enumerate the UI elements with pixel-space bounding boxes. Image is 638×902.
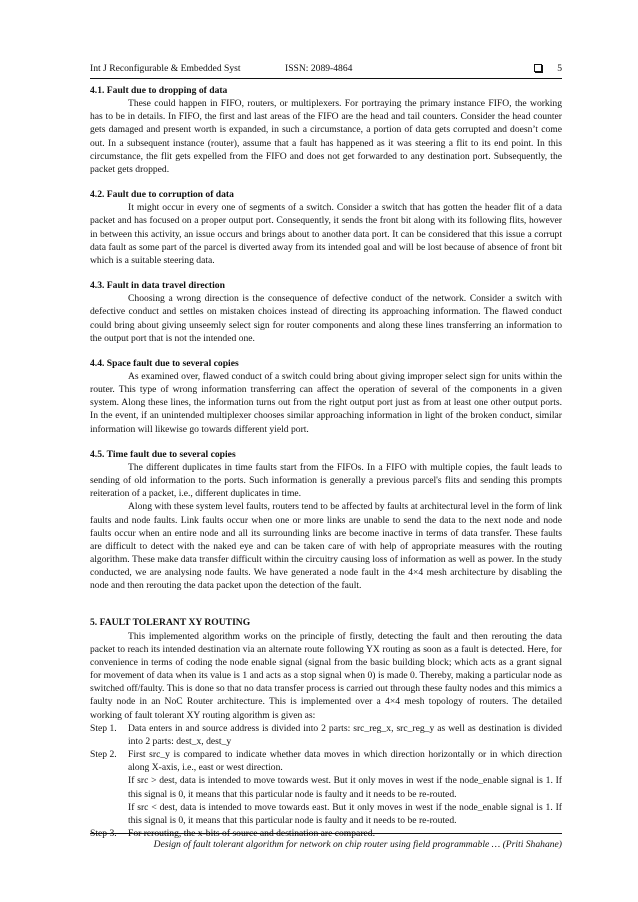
footer-divider — [90, 833, 562, 834]
section-heading-4-3: 4.3. Fault in data travel direction — [90, 280, 225, 292]
paragraph: Along with these system level faults, routers tend to be affected by faults at architectural level in the form of link faults and node faults. Link faults occur when one or more links are unable to send the data to the next node and node faults occur when an entire node and all its surrounding links are become inactive in terms of data transfer. These faults are difficult to detect with the naked eye and can be taken care of with help of appropriate measures with the routing algorithm. These make data transfer difficult within the circuitry causing loss of information as well as power. In the study conducted, we are analysing node faults. We have generated a node fault in the 4×4 mesh architecture by disabling the node and then rerouting the data packet upon the detection of the fault. — [90, 501, 562, 592]
section-heading-4-2: 4.2. Fault due to corruption of data — [90, 189, 234, 201]
section-heading-4-1: 4.1. Fault due to dropping of data — [90, 85, 228, 96]
article-body — [90, 84, 562, 840]
checkbox-square-icon — [534, 64, 542, 72]
paragraph: This implemented algorithm works on the principle of firstly, detecting the fault and then rerouting the data packet to reach its intended destination via an alternate route following YX routing as soon as a fault is detected. Here, for convenience in terms of coding the node enable signal (signal from the basic building block; which acts as a grant signal for movement of data when its value is 1 and acts as a stop signal when 0) is made 0. Thereby, making a particular node as switched off/faulty. This is done so that no data transfer process is carried out through these faulty nodes and this mimics a faulty node in an NoC Router architecture. This is implemented over a 4×4 mesh topology of routers. The detailed working of fault tolerant XY routing algorithm is given as: — [90, 630, 562, 721]
section-heading-5: 5. FAULT TOLERANT XY ROUTING — [90, 617, 251, 629]
step-2-case-west: If src > dest, data is intended to move towards west. But it only moves in west if the node_enable signal is 1. If this signal is 0, it means that this particular node is faulty and it needs to be re-routed. — [128, 775, 562, 800]
algorithm-step-1 — [90, 722, 562, 748]
header-divider — [90, 78, 562, 79]
paragraph: The different duplicates in time faults start from the FIFOs. In a FIFO with multiple copies, the fault leads to sending of old information to the ports. Such information is generally a previous parcel's flits and sending this prompts reiteration of a packet, i.e., different duplicates in time. — [90, 461, 562, 500]
running-footer-citation: Design of fault tolerant algorithm for network on chip router using field programmable … (Priti Shahane) — [153, 839, 562, 850]
algorithm-step-2 — [90, 748, 562, 774]
step-label: Step 3. — [90, 827, 117, 839]
page-number: 5 — [557, 63, 562, 74]
paragraph: Choosing a wrong direction is the consequence of defective conduct of the network. Consider a switch with defective conduct and settles on mistaken choices instead of directing its approaching information. The flawed conduct could bring about giving unseemly select sign for router components and along these lines transferring an information to the output port that is not the intended one. — [90, 293, 562, 344]
paragraph: These could happen in FIFO, routers, or multiplexers. For portraying the primary instance FIFO, the working has to be in details. In FIFO, the first and last areas of the FIFO are the head and tail counters. Consider the head counter gets damaged and present worth is expanded, in such a circumstance, a portion of data gets corrupted and doesn’t come out. In a subsequent instance (router), assume that a fault has happened as it was steering a flit to its end point. In this circumstance, the flit gets expelled from the FIFO and does not get forwarded to any destination port. Subsequently, the packet gets dropped. — [90, 98, 562, 175]
issn-label: ISSN: 2089-4864 — [285, 63, 353, 74]
section-heading-4-5: 4.5. Time fault due to several copies — [90, 448, 236, 460]
step-2-case-east: If src < dest, data is intended to move towards east. But it only moves in west if the node_enable signal is 1. If this signal is 0, it means that this particular node is faulty and it needs to be re-routed. — [128, 801, 562, 826]
step-text: First src_y is compared to indicate whether data moves in which direction horizontally or in which direction along X-axis, i.e., east or west direction. — [128, 749, 562, 774]
step-text: For rerouting, the x-bits of source and destination are compared. — [128, 827, 375, 839]
journal-name: Int J Reconfigurable & Embedded Syst — [90, 63, 241, 74]
section-heading-4-4: 4.4. Space fault due to several copies — [90, 357, 239, 369]
step-label: Step 2. — [90, 749, 117, 761]
step-label: Step 1. — [90, 722, 117, 734]
paragraph: It might occur in every one of segments of a switch. Consider a switch that has gotten the header flit of a data packet and has focused on a proper output port. Consequently, it sends the front bit along with its following flits, however in between this activity, an issue occurs and brings about to another data port. It can be considered that this issue a corrupt data fault as some part of the parcel is diverted away from its intended goal and will be lost because of absence of front bit which is a suitable steering data. — [90, 202, 562, 266]
journal-page — [90, 0, 562, 902]
step-text: Data enters in and source address is divided into 2 parts: src_reg_x, src_reg_y as well as destination is divided into 2 parts: dest_x, dest_y — [128, 722, 562, 747]
paragraph: As examined over, flawed conduct of a switch could bring about giving improper select sign for units within the router. This type of wrong information transferring can affect the operation of several of the components in a given system. Along these lines, the information turns out from the right output port just as from at least one other output ports. In the event, if an unintended multiplexer chooses similar approaching information in light of the broken conduct, similar information will likewise go towards different yield port. — [90, 370, 562, 435]
running-header — [90, 62, 562, 78]
